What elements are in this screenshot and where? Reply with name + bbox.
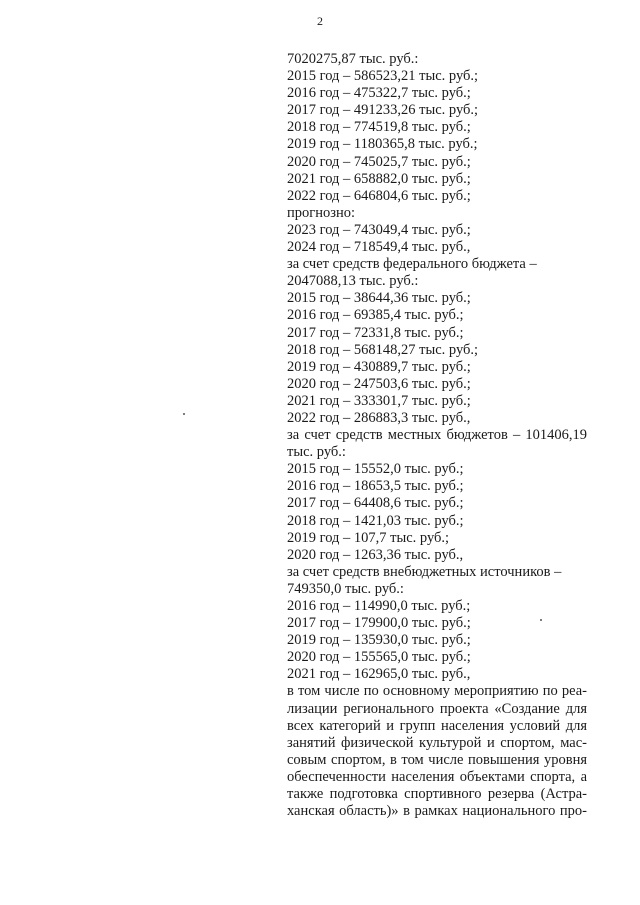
- text-line: 749350,0 тыс. руб.:: [287, 580, 404, 597]
- text-line: 2019 год – 430889,7 тыс. руб.;: [287, 358, 471, 375]
- text-line: 2018 год – 774519,8 тыс. руб.;: [287, 119, 471, 136]
- text-line: также подготовка спортивного резерва (Астра-: [287, 786, 587, 803]
- scan-speck: [540, 619, 542, 621]
- text-line: 2019 год – 107,7 тыс. руб.;: [287, 529, 450, 546]
- text-line: прогнозно:: [287, 204, 355, 221]
- text-line: 2016 год – 475322,7 тыс. руб.;: [287, 85, 471, 102]
- local-budget-paragraph: [287, 427, 587, 461]
- text-line: 2024 год – 718549,4 тыс. руб.,: [287, 239, 471, 256]
- text-line: тыс. руб.:: [287, 444, 346, 461]
- text-line: за счет средств внебюджетных источников –: [287, 563, 562, 580]
- text-line: 7020275,87 тыс. руб.:: [287, 51, 419, 67]
- text-line: 2016 год – 18653,5 тыс. руб.;: [287, 478, 464, 495]
- funding-text-block: [287, 51, 587, 820]
- page-number: 2: [317, 14, 323, 28]
- text-line: 2018 год – 568148,27 тыс. руб.;: [287, 341, 479, 358]
- scan-speck: [183, 413, 185, 415]
- text-line: занятий физической культурой и спортом, мас-: [287, 734, 587, 751]
- text-line: обеспеченности населения объектами спорта, а: [287, 768, 587, 785]
- text-line: в том числе по основному мероприятию по реа-: [287, 683, 587, 700]
- text-line: ханская область)» в рамках национального про-: [287, 803, 587, 820]
- text-line: 2019 год – 1180365,8 тыс. руб.;: [287, 136, 478, 153]
- text-line: лизации регионального проекта «Создание для: [287, 700, 587, 717]
- text-line: 2017 год – 64408,6 тыс. руб.;: [287, 495, 464, 512]
- text-line: 2020 год – 1263,36 тыс. руб.,: [287, 546, 464, 563]
- text-line: совым спортом, в том числе повышения уровня: [287, 751, 587, 768]
- text-line: за счет средств местных бюджетов – 101406,19: [287, 427, 587, 444]
- text-line: 2021 год – 162965,0 тыс. руб.,: [287, 666, 471, 683]
- text-line: 2022 год – 286883,3 тыс. руб.,: [287, 409, 471, 426]
- text-line: 2018 год – 1421,03 тыс. руб.;: [287, 512, 464, 529]
- text-line: 2017 год – 491233,26 тыс. руб.;: [287, 102, 479, 119]
- text-line: 2015 год – 38644,36 тыс. руб.;: [287, 290, 471, 307]
- text-line: 2020 год – 745025,7 тыс. руб.;: [287, 153, 471, 170]
- text-line: 2015 год – 15552,0 тыс. руб.;: [287, 461, 464, 478]
- text-line: 2017 год – 72331,8 тыс. руб.;: [287, 324, 464, 341]
- text-line: 2021 год – 333301,7 тыс. руб.;: [287, 392, 471, 409]
- text-line: 2020 год – 247503,6 тыс. руб.;: [287, 375, 471, 392]
- text-line: 2047088,13 тыс. руб.:: [287, 273, 419, 290]
- text-line: всех категорий и групп населения условий для: [287, 717, 587, 734]
- text-line: 2020 год – 155565,0 тыс. руб.;: [287, 649, 471, 666]
- text-line: 2015 год – 586523,21 тыс. руб.;: [287, 68, 479, 85]
- final-paragraph: [287, 683, 587, 820]
- text-line: 2017 год – 179900,0 тыс. руб.;: [287, 615, 471, 632]
- text-line: за счет средств федерального бюджета –: [287, 256, 537, 273]
- text-line: 2016 год – 69385,4 тыс. руб.;: [287, 307, 464, 324]
- text-line: 2016 год – 114990,0 тыс. руб.;: [287, 598, 471, 614]
- text-line: 2021 год – 658882,0 тыс. руб.;: [287, 170, 471, 187]
- text-line: 2023 год – 743049,4 тыс. руб.;: [287, 221, 471, 238]
- text-line: 2019 год – 135930,0 тыс. руб.;: [287, 632, 471, 649]
- text-line: 2022 год – 646804,6 тыс. руб.;: [287, 187, 471, 204]
